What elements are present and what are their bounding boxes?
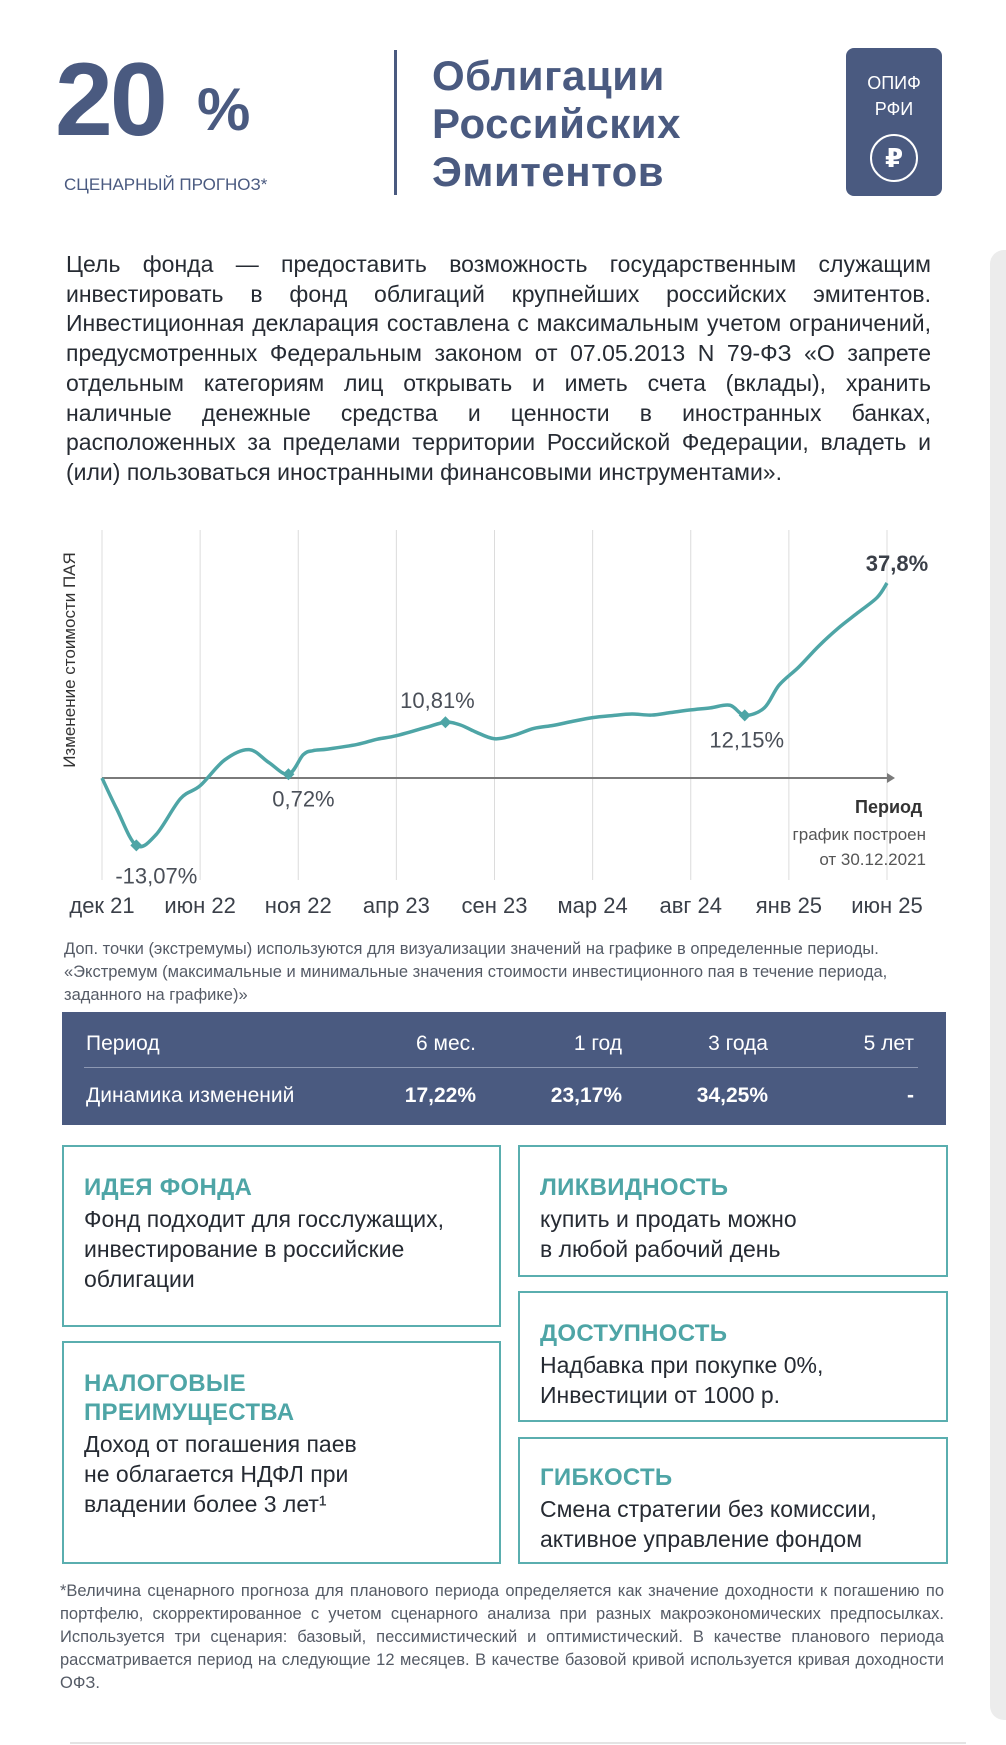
fund-badge (846, 48, 942, 196)
table-row-label: Динамика изменений (86, 1084, 295, 1107)
fund-title-line: Эмитентов (432, 148, 665, 195)
bottom-divider (70, 1742, 966, 1744)
x-tick-label: июн 25 (851, 893, 923, 918)
table-cell: - (907, 1084, 914, 1107)
card-text-line: Доход от погашения паев (84, 1431, 357, 1457)
dynamics-table (62, 1012, 946, 1125)
data-label: 37,8% (865, 551, 929, 576)
x-tick-label: мар 24 (557, 893, 628, 918)
x-tick-label: июн 22 (164, 893, 236, 918)
chart-y-axis-title: Изменение стоимости ПАЯ (60, 552, 79, 768)
table-header-cell: 5 лет (863, 1032, 914, 1055)
card-title: ДОСТУПНОСТЬ (540, 1320, 728, 1347)
card-text-line: не облагается НДФЛ при (84, 1461, 349, 1487)
footnote: *Величина сценарного прогноза для планового периода определяется как значение доходности к погашению по портфелю, скорректированное с учетом сценарного анализа при разных макроэкономических предпосылках. Используется три сценария: базовый, пессимистический и оптимистический. В качестве планового периода рассматривается период на следующие 12 месяцев. В качестве базовой кривой используется кривая доходности ОФЗ. (60, 1582, 944, 1692)
card-text-line: Инвестиции от 1000 р. (540, 1382, 781, 1408)
x-tick-label: апр 23 (362, 893, 430, 918)
fund-description: Цель фонда — предоставить возможность государственным служащим инвестировать в фонд облигаций крупнейших российских эмитентов. Инвестиционная декларация составлена с максимальным учетом ограничений, предусмотренных Федеральным законом от 07.05.2013 N 79-ФЗ «О запрете отдельным категориям лиц открывать и иметь счета (вклады), хранить наличные денежные средства и ценности в иностранных банках, расположенных за пределами территории Российской Федерации, владеть и (или) пользоваться иностранными финансовыми инструментами». (66, 251, 931, 485)
table-cell: 23,17% (550, 1084, 622, 1107)
table-header-cell: 1 год (573, 1032, 622, 1055)
table-cell: 17,22% (404, 1084, 476, 1107)
extremum-marker (130, 839, 142, 851)
forecast-value: 20 (55, 42, 165, 158)
card-text-line: купить и продать можно (540, 1206, 797, 1232)
data-label: -13,07% (115, 863, 198, 889)
chart-note-line: от 30.12.2021 (819, 850, 926, 869)
card-text-line: в любой рабочий день (540, 1236, 781, 1262)
card-text (84, 1429, 483, 1519)
fund-title-line: Российских (432, 100, 681, 147)
card-text (540, 1494, 930, 1554)
card-title: ГИБКОСТЬ (540, 1464, 673, 1491)
card-text (540, 1204, 930, 1264)
extremum-marker (282, 768, 294, 780)
table-header-row (62, 1024, 946, 1064)
card-liquidity (518, 1145, 948, 1277)
chart-note-line: график построен (792, 825, 926, 844)
table-header-cell: 3 года (708, 1032, 768, 1055)
badge-line: РФИ (874, 99, 914, 119)
card-title: ИДЕЯ ФОНДА (84, 1174, 253, 1201)
chart-x-tick-labels (0, 893, 1006, 923)
card-tax-benefits (62, 1341, 501, 1564)
series-line (102, 583, 887, 847)
header-divider (394, 50, 397, 195)
right-scroll-strip (990, 250, 1006, 1720)
forecast-label: СЦЕНАРНЫЙ ПРОГНОЗ* (64, 175, 268, 194)
table-row (62, 1076, 946, 1116)
card-text (540, 1350, 930, 1410)
axis-arrow-icon (887, 773, 895, 783)
card-title-line: ПРЕИМУЩЕСТВА (84, 1399, 295, 1426)
extremum-marker (439, 716, 451, 728)
fund-title (432, 52, 681, 196)
card-flexibility (518, 1437, 948, 1564)
x-tick-label: дек 21 (69, 893, 135, 918)
card-title (84, 1369, 483, 1427)
data-label: 10,81% (400, 688, 475, 714)
forecast-percent-sign: % (197, 76, 251, 143)
x-tick-label: ноя 22 (264, 893, 332, 918)
card-text-line: Надбавка при покупке 0%, (540, 1352, 824, 1378)
data-label: 0,72% (272, 786, 335, 812)
table-cell: 34,25% (696, 1084, 768, 1107)
ruble-coin-icon: ₽ (870, 134, 918, 182)
badge-line: ОПИФ (867, 73, 921, 93)
card-text-line: активное управление фондом (540, 1526, 862, 1552)
card-fund-idea (62, 1145, 501, 1327)
card-text-line: Смена стратегии без комиссии, (540, 1496, 877, 1522)
card-text-line: владении более 3 лет¹ (84, 1491, 327, 1517)
card-text (84, 1204, 483, 1294)
fund-title-line: Облигации (432, 52, 665, 99)
card-text-line: Фонд подходит для госслужащих, (84, 1206, 445, 1232)
extremum-marker (739, 709, 751, 721)
x-tick-label: янв 25 (755, 893, 823, 918)
card-title-line: НАЛОГОВЫЕ (84, 1370, 246, 1397)
data-label: 12,15% (709, 727, 785, 753)
card-accessibility (518, 1291, 948, 1422)
x-tick-label: авг 24 (659, 893, 723, 918)
x-tick-label: сен 23 (461, 893, 528, 918)
table-header-cell: Период (86, 1032, 160, 1055)
chart-built-note (793, 822, 926, 872)
table-header-cell: 6 мес. (416, 1032, 476, 1055)
card-text-line: инвестирование в российские (84, 1236, 405, 1262)
card-text-line: облигации (84, 1266, 195, 1292)
card-title: ЛИКВИДНОСТЬ (540, 1174, 729, 1201)
chart-x-axis-title: Период (855, 797, 923, 817)
table-separator (84, 1067, 918, 1068)
extremum-note: Доп. точки (экстремумы) используются для визуализации значений на графике в определенные периоды. «Экстремум (максимальные и минимальные значения стоимости инвестиционного пая в течение периода, заданного на графике)» (64, 940, 888, 1004)
